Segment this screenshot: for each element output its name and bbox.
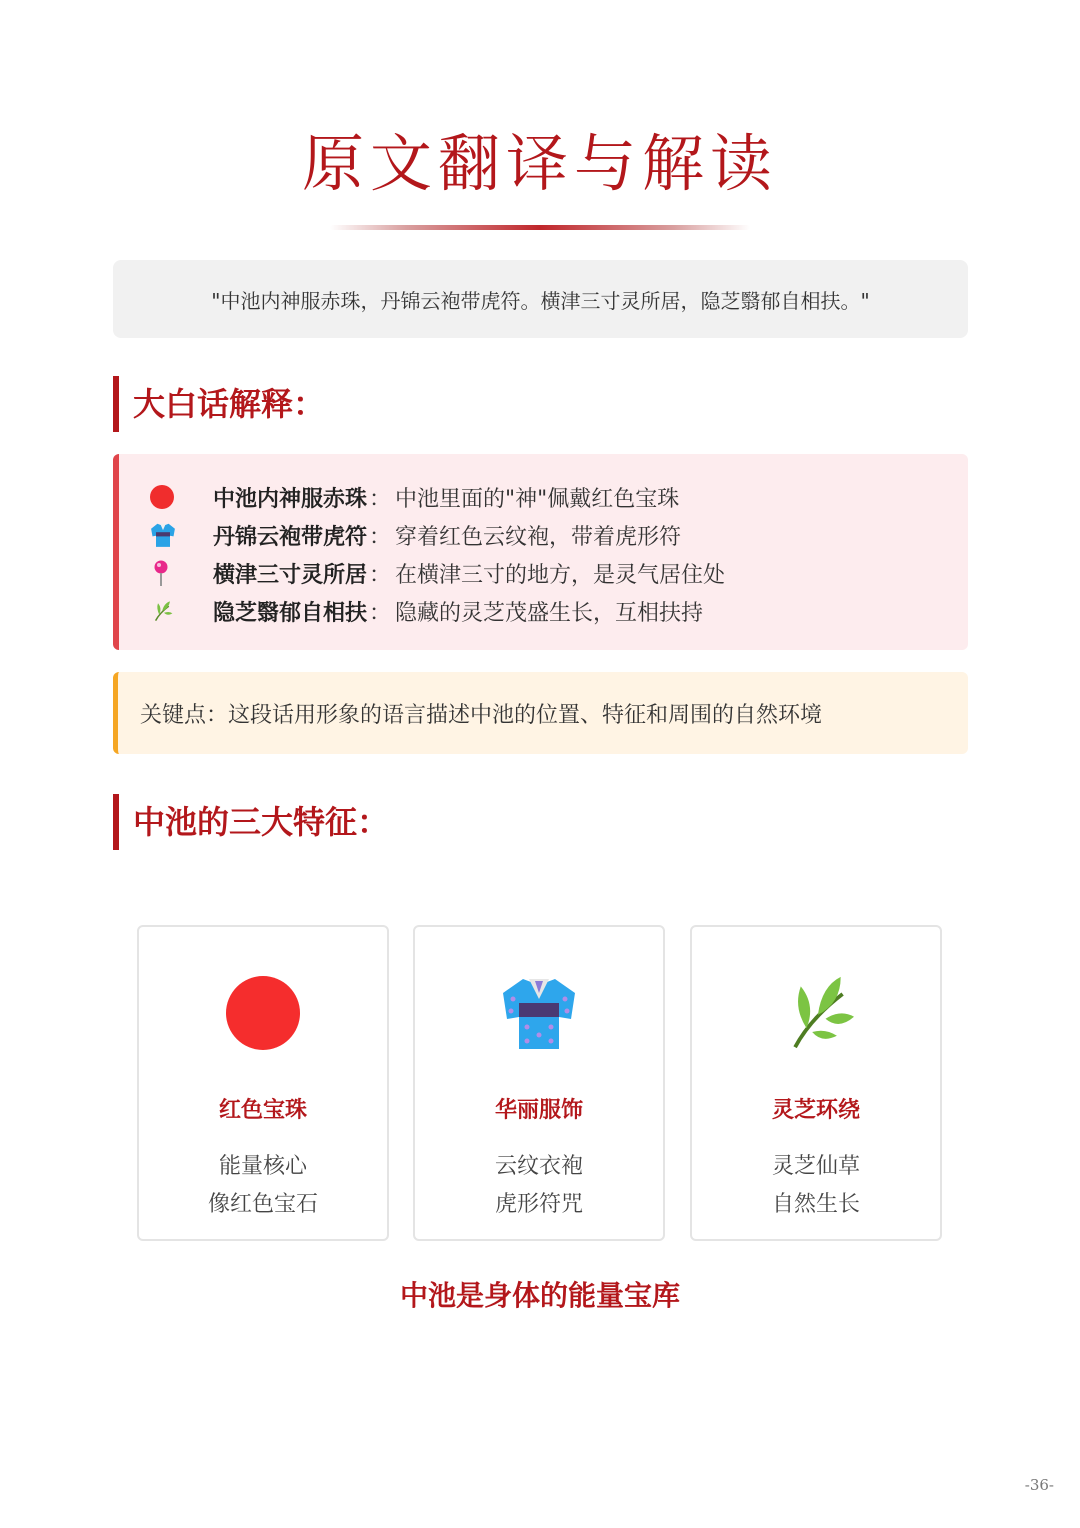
feature-title: 灵芝环绕 <box>771 1098 860 1123</box>
kimono-icon <box>415 973 663 1053</box>
feature-line: 虎形符咒 <box>494 1192 583 1217</box>
explanation-row: 丹锦云袍带虎符 ： 穿着红色云纹袍，带着虎形符 <box>149 516 681 554</box>
summary-text: 中池是身体的能量宝库 <box>399 1279 680 1312</box>
page-title: 原文翻译与解读 <box>301 127 778 200</box>
explanation-term: 隐芝翳郁自相扶 <box>213 600 368 626</box>
feature-line: 云纹衣袍 <box>494 1154 583 1179</box>
feature-card <box>690 925 942 1241</box>
explanation-row: 隐芝翳郁自相扶 ： 隐藏的灵芝茂盛生长，互相扶持 <box>149 592 703 630</box>
feature-title: 红色宝珠 <box>218 1098 307 1123</box>
herb-icon <box>149 592 189 630</box>
explanation-term: 丹锦云袍带虎符 <box>213 524 368 550</box>
explanation-term: 中池内神服赤珠 <box>213 486 368 512</box>
explanation-heading: 大白话解释： <box>113 376 325 432</box>
page-number: -36- <box>1024 1476 1054 1494</box>
explanation-box <box>113 454 968 650</box>
features-heading: 中池的三大特征： <box>113 794 389 850</box>
title-divider <box>330 225 750 230</box>
explanation-text: 中池里面的"神"佩戴红色宝珠 <box>395 486 680 512</box>
red-circle-icon <box>149 478 189 516</box>
key-point-box <box>113 672 968 754</box>
explanation-text: 隐藏的灵芝茂盛生长，互相扶持 <box>395 600 704 626</box>
feature-line: 像红色宝石 <box>207 1192 318 1217</box>
explanation-term: 横津三寸灵所居 <box>213 562 368 588</box>
feature-card <box>137 925 389 1241</box>
quote-text: "中池内神服赤珠，丹锦云袍带虎符。横津三寸灵所居，隐芝翳郁自相扶。" <box>211 288 870 313</box>
original-quote <box>113 260 968 338</box>
explanation-row: 中池内神服赤珠 ： 中池里面的"神"佩戴红色宝珠 <box>149 478 679 516</box>
feature-title: 华丽服饰 <box>494 1098 583 1123</box>
herb-icon <box>692 973 940 1053</box>
explanation-text: 穿着红色云纹袍，带着虎形符 <box>395 524 682 550</box>
feature-line: 能量核心 <box>218 1154 307 1179</box>
explanation-text: 在横津三寸的地方，是灵气居住处 <box>395 562 726 588</box>
explanation-row: 横津三寸灵所居 ： 在横津三寸的地方，是灵气居住处 <box>149 554 725 592</box>
red-circle-icon <box>139 973 387 1053</box>
kimono-icon <box>149 516 189 554</box>
feature-line: 灵芝仙草 <box>771 1154 860 1179</box>
feature-card <box>413 925 665 1241</box>
feature-line: 自然生长 <box>771 1192 860 1217</box>
pushpin-icon <box>149 554 189 592</box>
key-point-text: 关键点：这段话用形象的语言描述中池的位置、特征和周围的自然环境 <box>140 702 823 728</box>
